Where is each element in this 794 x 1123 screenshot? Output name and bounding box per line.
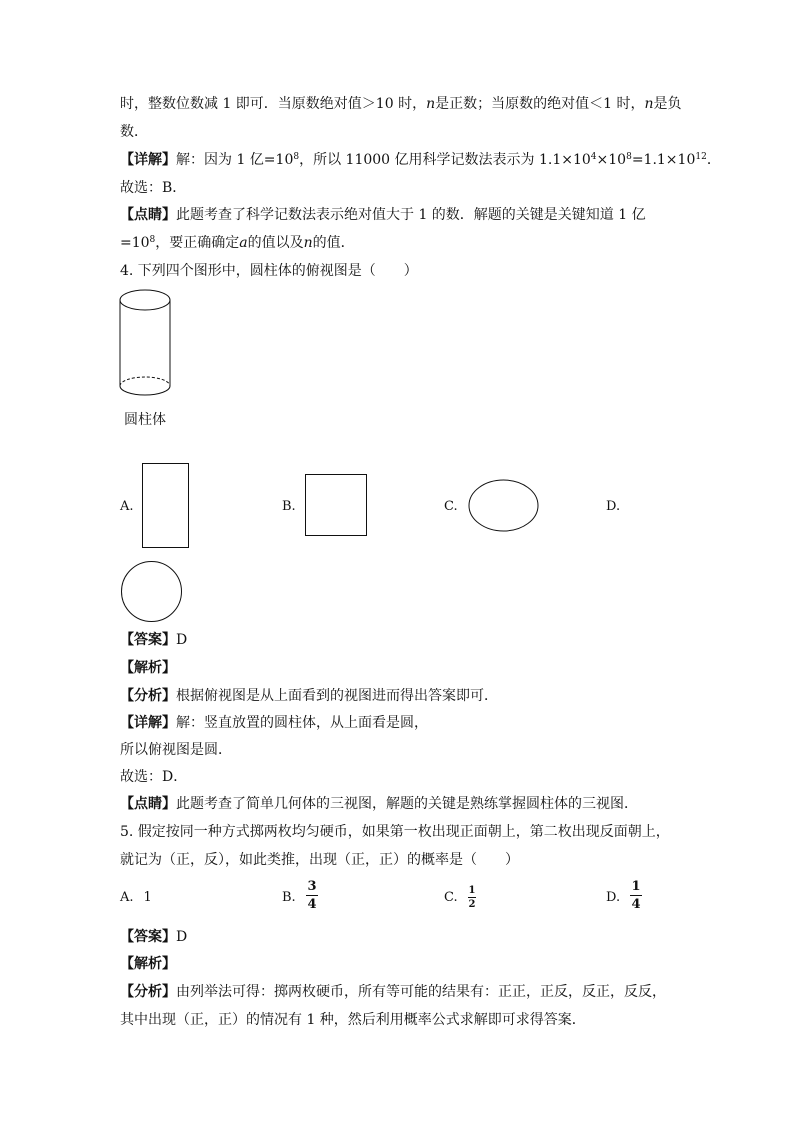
q4-option-d-label: D. [606,499,621,514]
q4-stem: 4. 下列四个图形中，圆柱体的俯视图是（ ） [120,263,418,279]
q5-stem-1: 5. 假定按同一种方式掷两枚均匀硬币，如果第一枚出现正面朝上，第二枚出现反面朝上， [120,824,670,840]
q4-detail-2: 所以俯视图是圆． [120,742,232,758]
q3-choice: 故选：B． [120,180,187,196]
q5-option-d: D. 1 4 [606,879,641,912]
q4-analysis-tag: 【解析】 [120,660,176,676]
q5-option-d-fraction: 1 4 [631,879,641,912]
q5-answer: 【答案】D [120,929,188,945]
q5-analysis-tag: 【解析】 [120,956,176,972]
q5-option-a: A. 1 [120,890,152,905]
q3-detail: 【详解】解：因为 1 亿$=10^8$，所以 11000 亿用科学记数法表示为 $1.1\times 10^4\times 10^8=1.1\times 10^{12}$． [120,152,721,168]
q4-comment: 【点睛】此题考查了简单几何体的三视图，解题的关键是熟练掌握圆柱体的三视图． [120,796,638,812]
q5-option-c-fraction: 1 2 [468,885,476,910]
cylinder-label: 圆柱体 [124,412,166,428]
q4-option-c-ellipse [468,479,540,533]
q5-stem-2: 就记为（正，反），如此类推，出现（正，正）的概率是（ ） [120,852,519,868]
q4-option-a-rectangle [142,463,190,549]
q5-option-c: C. 1 2 [444,885,476,910]
q5-fenxi-2: 其中出现（正，正）的情况有 1 种，然后利用概率公式求解即可求得答案． [120,1012,586,1028]
q4-fenxi: 【分析】根据俯视图是从上面看到的视图进而得出答案即可． [120,688,498,704]
q5-option-b-fraction: 3 4 [307,879,317,912]
q5-fenxi-1: 【分析】由列举法可得：掷两枚硬币，所有等可能的结果有：正正，正反，反正，反反， [120,984,666,1000]
q4-option-a-label: A. [120,499,134,514]
q3-comment-line1: 【点睛】此题考查了科学记数法表示绝对值大于 1 的数．解题的关键是关键知道 1 亿 [120,207,646,223]
q4-detail: 【详解】解：竖直放置的圆柱体，从上面看是圆， [120,715,428,731]
q4-option-c-label: C. [444,499,458,514]
q4-option-b-label: B. [282,499,296,514]
q5-option-b: B. 3 4 [282,879,317,912]
q4-answer: 【答案】D [120,632,188,648]
q4-option-b-square [305,474,368,537]
q4-option-d-circle [121,561,183,623]
q3-comment-line2: $=10^8$，要正确确定a的值以及n的值． [120,235,355,251]
q3-line1: 时，整数位数减 1 即可．当原数绝对值＞10 时，n是正数；当原数的绝对值＜1 时，n是负 [120,96,682,112]
cylinder-figure [118,288,174,404]
q3-line2: 数． [120,124,148,140]
q4-choice: 故选：D． [120,769,188,785]
